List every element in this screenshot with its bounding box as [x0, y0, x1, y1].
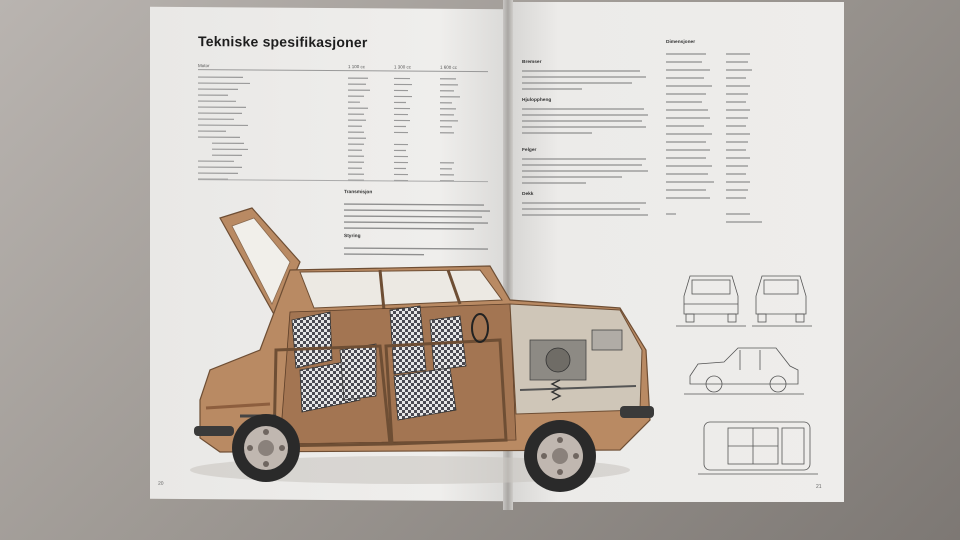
dimensions-heading: Dimensjoner [666, 40, 696, 45]
transmission-heading: Transmisjon [344, 190, 373, 196]
page-number-left: 20 [158, 480, 164, 487]
wheels-text-illegible [522, 156, 652, 186]
top-view-drawing [698, 414, 818, 478]
spec-table [198, 63, 488, 72]
suspension-heading: Hjuloppheng [522, 98, 552, 103]
transmission-block [344, 190, 494, 197]
brakes-block [522, 60, 541, 66]
suspension-text-illegible [522, 106, 652, 136]
brakes-heading: Bremser [522, 60, 542, 65]
brakes-text-illegible [522, 68, 652, 92]
side-view-drawing [684, 340, 804, 400]
dimensions-table-illegible [666, 50, 786, 230]
spec-col-1100: 1 100 cc [348, 64, 366, 70]
page-title: Tekniske spesifikasjoner [198, 33, 368, 51]
steering-heading: Styring [344, 234, 361, 240]
wheels-block [522, 148, 536, 154]
spec-col-motor: Motor [198, 63, 210, 69]
tyres-heading: Dekk [522, 192, 534, 197]
spec-table-header [198, 63, 488, 72]
page-number-right: 21 [816, 484, 822, 490]
rear-view-drawing [752, 270, 812, 330]
wheels-heading: Felger [522, 148, 537, 153]
spec-col-1600: 1 600 cc [440, 64, 458, 70]
front-view-drawing [676, 270, 746, 330]
tyres-block [522, 192, 533, 198]
suspension-block [522, 98, 551, 104]
spec-col-1300: 1 300 cc [394, 64, 412, 70]
car-cutaway-illustration [180, 200, 660, 500]
dimensions-block [666, 40, 695, 46]
spec-rows-illegible [198, 73, 488, 185]
